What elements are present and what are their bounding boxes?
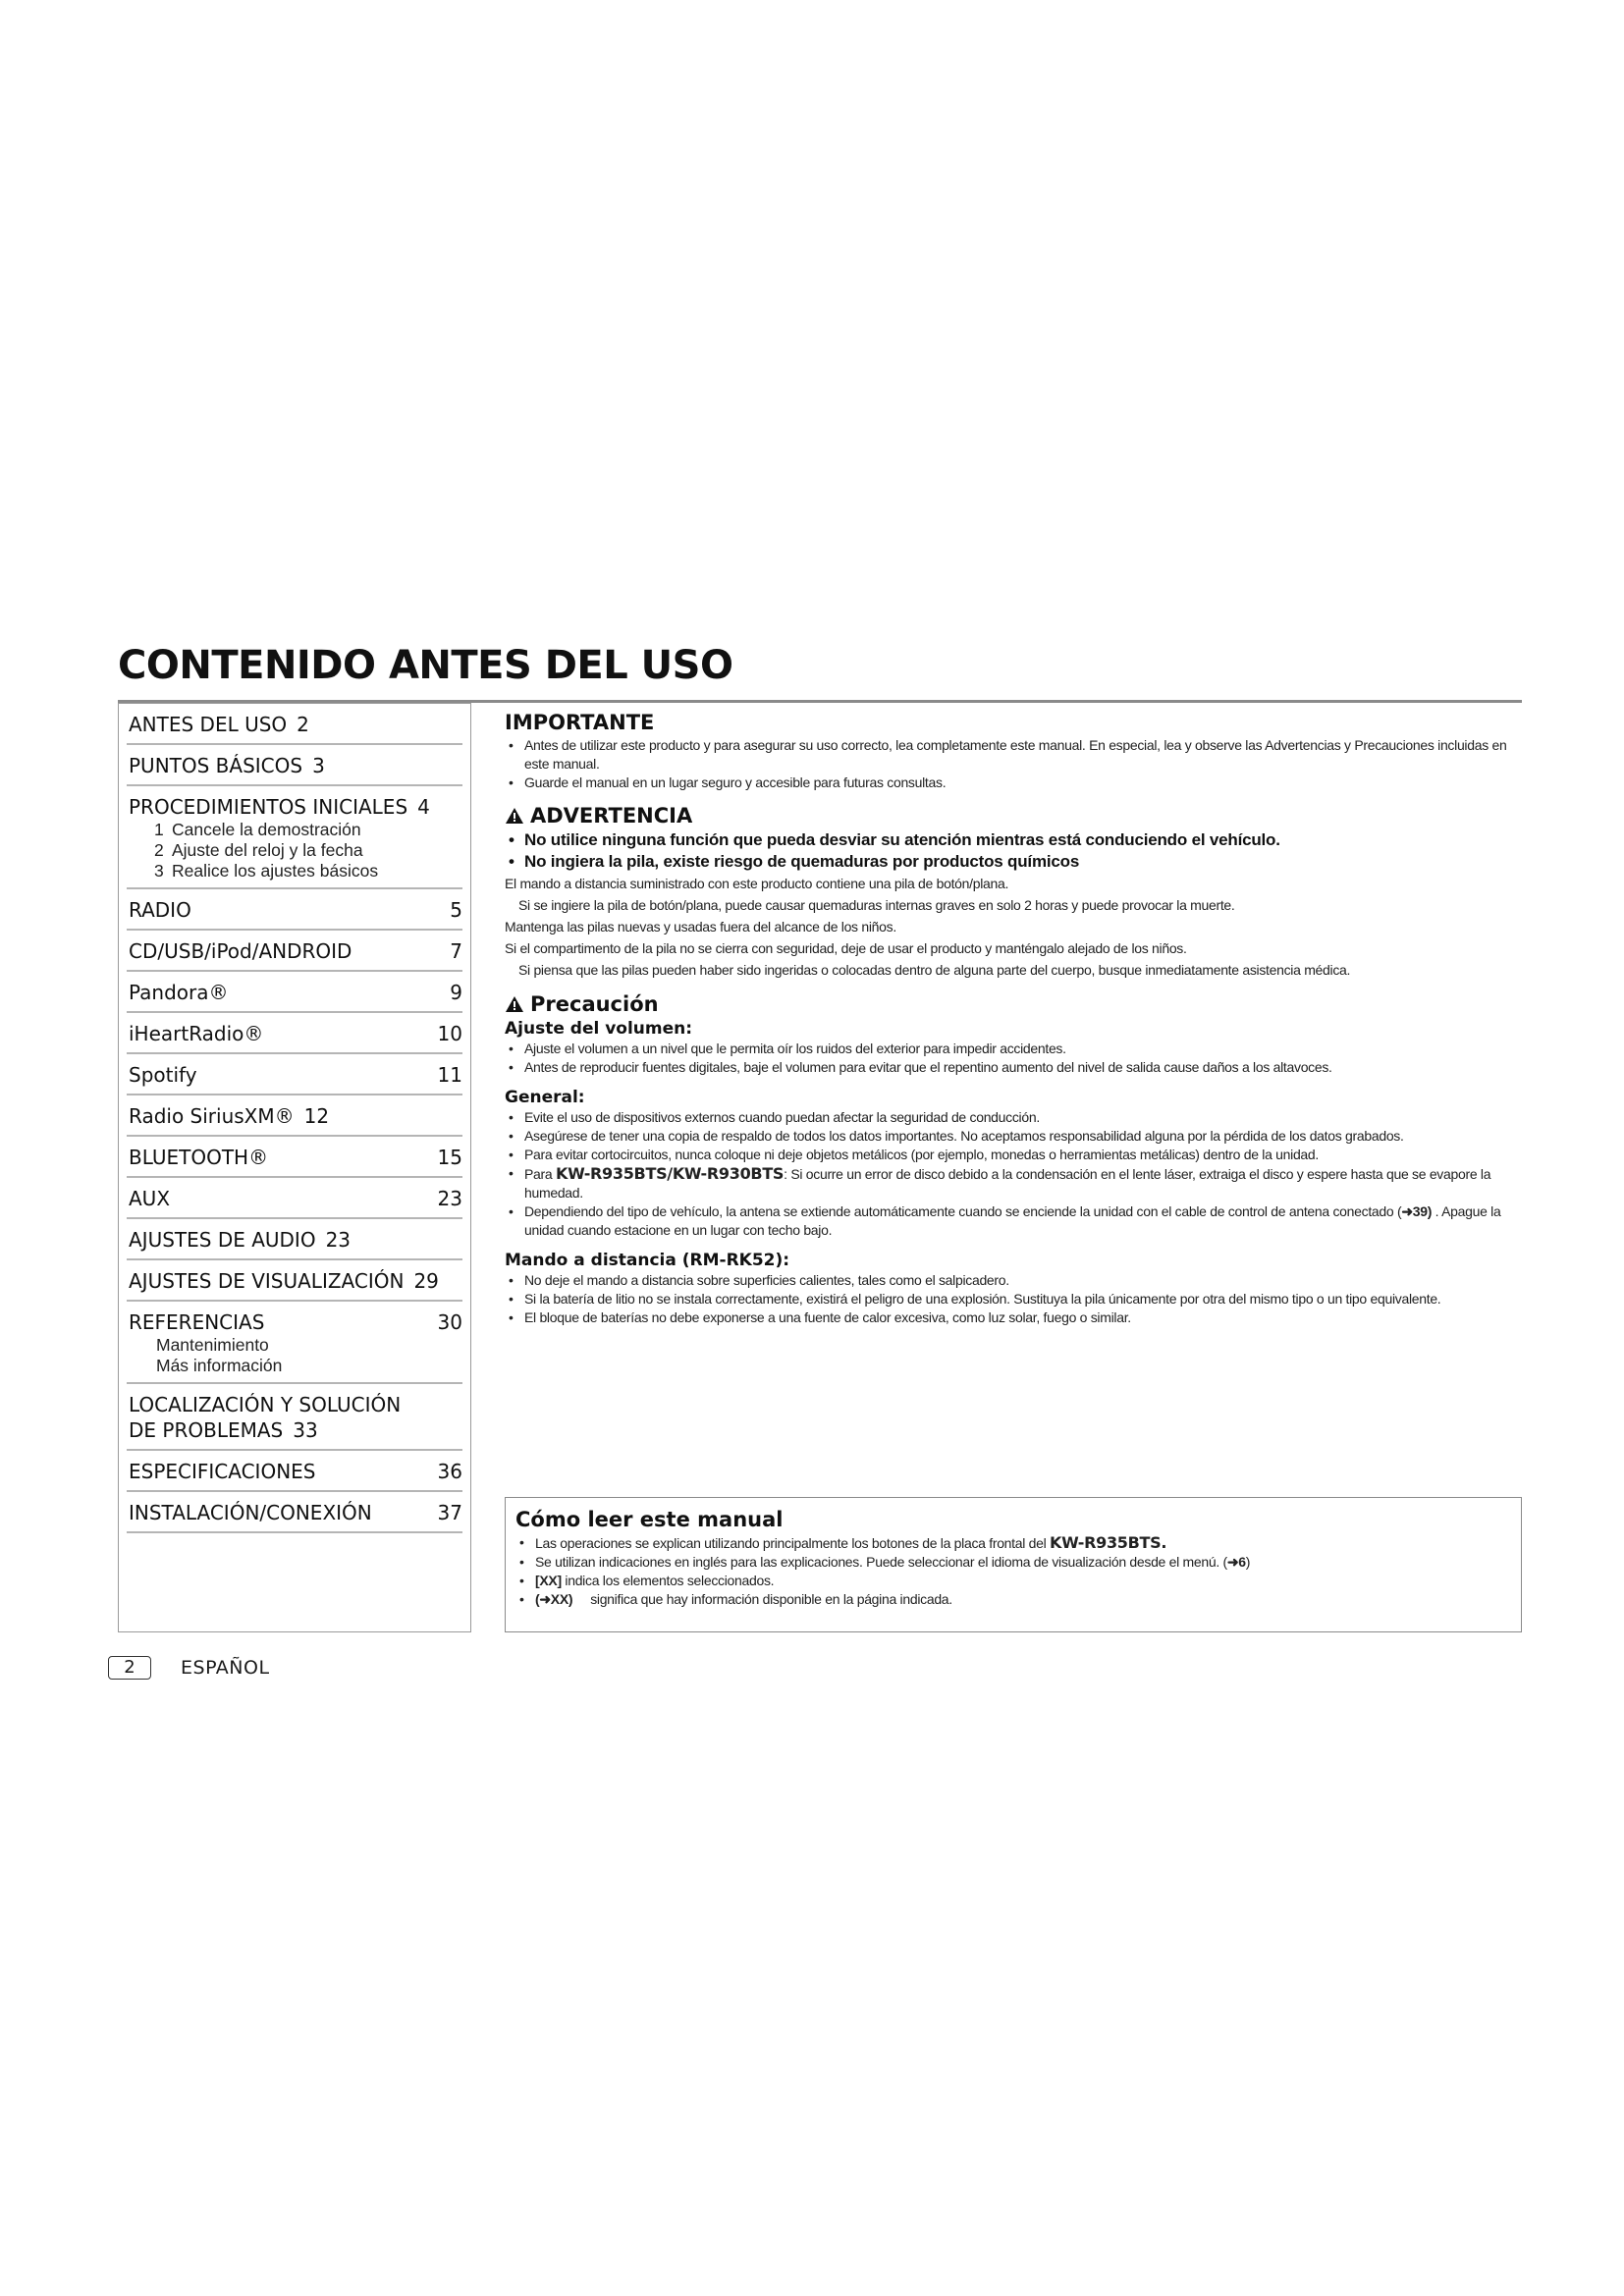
mando-list — [505, 1271, 1522, 1327]
page-title: CONTENIDO ANTES DEL USO — [118, 643, 733, 688]
toc-page-inline: 4 — [417, 795, 430, 819]
page-ref: ➜39) — [1401, 1203, 1433, 1219]
toc-entry[interactable] — [127, 1219, 462, 1260]
toc-page: 37 — [437, 1501, 462, 1524]
toc-sub-text: Realice los ajustes básicos — [172, 861, 379, 881]
toc-row — [129, 897, 462, 923]
precaucion-heading — [505, 990, 1522, 1018]
toc-page: 15 — [437, 1146, 462, 1169]
toc-entry[interactable] — [127, 1095, 462, 1137]
caution-icon — [505, 995, 524, 1013]
toc-sub-text: Cancele la demostración — [172, 820, 361, 839]
toc-subentry — [129, 1335, 462, 1356]
list-item: • Si la batería de litio no se instala correctamente, existirá el peligro de una explosión. Sustituya la pila únicamente por otra del mismo tipo o un tipo equivalente. — [505, 1290, 1522, 1308]
toc-sub-number: 2 — [154, 840, 164, 860]
toc-subentry — [129, 861, 462, 881]
toc-page: 10 — [437, 1022, 462, 1045]
toc-page-inline: 12 — [303, 1104, 330, 1128]
toc-sub-text: Ajuste del reloj y la fecha — [172, 840, 363, 860]
list-item: • No deje el mando a distancia sobre superficies calientes, tales como el salpicadero. — [505, 1271, 1522, 1290]
toc-entry[interactable] — [127, 1492, 462, 1533]
toc-entry[interactable] — [127, 889, 462, 931]
toc-sub-text: Más información — [156, 1356, 283, 1375]
list-item: • Para evitar cortocircuitos, nunca coloque ni deje objetos metálicos (por ejemplo, monedas o herramientas metálicas) dentro de la unidad. — [505, 1146, 1522, 1164]
list-item: • Ajuste el volumen a un nivel que le permita oír los ruidos del exterior para impedir accidentes. — [505, 1040, 1522, 1058]
toc-label: AUX — [129, 1187, 171, 1210]
text: : Si ocurre un error de disco debido a la condensación en el lente láser, extraiga el disco y espere hasta que se evapore la humedad. — [524, 1166, 1491, 1201]
toc-label: PUNTOS BÁSICOS — [129, 754, 303, 777]
toc-entry[interactable] — [127, 1013, 462, 1054]
toc-entry[interactable] — [127, 1302, 462, 1384]
toc-label: Spotify — [129, 1063, 197, 1087]
toc-row — [129, 753, 462, 778]
list-item: • No utilice ninguna función que pueda desviar su atención mientras está conduciendo el vehículo. — [505, 829, 1522, 851]
toc-row — [129, 1392, 462, 1443]
toc-label: ANTES DEL USO — [129, 713, 288, 736]
toc-entry[interactable] — [127, 1178, 462, 1219]
toc-entry[interactable] — [127, 1451, 462, 1492]
howto-list — [515, 1533, 1509, 1609]
toc-entry[interactable] — [127, 1054, 462, 1095]
advertencia-lines — [505, 873, 1522, 981]
advertencia-line: Si el compartimento de la pila no se cierra con seguridad, deje de usar el producto y manténgalo alejado de los niños. — [505, 940, 1187, 956]
advertencia-line: El mando a distancia suministrado con este producto contiene una pila de botón/plana. — [505, 876, 1009, 891]
advertencia-heading — [505, 802, 1522, 829]
text: significa que hay información disponible en la página indicada. — [590, 1591, 952, 1607]
toc-row — [129, 938, 462, 964]
toc-sub-text: Mantenimiento — [156, 1335, 269, 1355]
toc-entry[interactable] — [127, 1384, 462, 1451]
toc-page: 36 — [437, 1460, 462, 1483]
model-name: KW-R935BTS/KW-R930BTS — [555, 1164, 785, 1183]
toc-label: LOCALIZACIÓN Y SOLUCIÓN DE PROBLEMAS — [129, 1393, 402, 1442]
toc-row — [129, 1145, 462, 1170]
toc-page: 23 — [437, 1187, 462, 1210]
importante-list — [505, 736, 1522, 792]
toc-entry[interactable] — [127, 786, 462, 889]
toc-label: AJUSTES DE VISUALIZACIÓN — [129, 1269, 405, 1293]
toc-row — [129, 1021, 462, 1046]
toc-subentry — [129, 1356, 462, 1376]
toc-page: 5 — [450, 898, 462, 922]
toc-entry[interactable] — [127, 1137, 462, 1178]
toc-sub-number: 1 — [154, 820, 164, 839]
toc-entry[interactable] — [127, 745, 462, 786]
advertencia-line: Mantenga las pilas nuevas y usadas fuera del alcance de los niños. — [505, 919, 896, 934]
toc-page-inline: 3 — [312, 754, 325, 777]
toc-page: 30 — [437, 1310, 462, 1334]
tag: (➜XX) — [535, 1591, 573, 1607]
list-item: • Antes de reproducir fuentes digitales, baje el volumen para evitar que el repentino aumento del nivel de salida cause daños a los altavoces. — [505, 1058, 1522, 1077]
volumen-heading: Ajuste del volumen: — [505, 1019, 693, 1039]
how-to-read-box — [505, 1497, 1522, 1632]
importante-heading: IMPORTANTE — [505, 711, 655, 734]
text: Dependiendo del tipo de vehículo, la antena se extiende automáticamente cuando se enciende la unidad con el cable de control de antena conectado ( — [524, 1203, 1402, 1219]
toc-page: 7 — [450, 939, 462, 963]
toc-row — [129, 712, 462, 737]
toc-page: 11 — [437, 1063, 462, 1087]
toc-label: Radio SiriusXM® — [129, 1104, 295, 1128]
toc-page-inline: 2 — [297, 713, 309, 736]
toc-subentry — [129, 840, 462, 861]
toc-row — [129, 1062, 462, 1088]
language-label: ESPAÑOL — [181, 1657, 270, 1679]
text: Para — [524, 1166, 556, 1182]
model-name: KW-R935BTS. — [1050, 1533, 1167, 1552]
text: Se utilizan indicaciones en inglés para las explicaciones. Puede seleccionar el idioma de visualización desde el menú. ( — [535, 1554, 1227, 1570]
list-item: • No ingiera la pila, existe riesgo de quemaduras por productos químicos — [505, 851, 1522, 873]
toc-page-inline: 33 — [293, 1418, 318, 1442]
list-item — [515, 1553, 1509, 1572]
mando-heading: Mando a distancia (RM-RK52): — [505, 1251, 790, 1270]
advertencia-line: Si piensa que las pilas pueden haber sido ingeridas o colocadas dentro de alguna parte del cuerpo, busque inmediatamente asistencia médica. — [518, 962, 1351, 978]
tag: [XX] — [535, 1573, 562, 1588]
list-item: • Asegúrese de tener una copia de respaldo de todos los datos importantes. No aceptamos responsabilidad alguna por la pérdida de los datos grabados. — [505, 1127, 1522, 1146]
list-item: • Evite el uso de dispositivos externos cuando puedan afectar la seguridad de conducción. — [505, 1108, 1522, 1127]
text: ) — [1245, 1554, 1251, 1570]
toc-label: INSTALACIÓN/CONEXIÓN — [129, 1501, 372, 1524]
advertencia-line: Si se ingiere la pila de botón/plana, puede causar quemaduras internas graves en solo 2 horas y puede provocar la muerte. — [518, 897, 1235, 913]
toc-row — [129, 1227, 462, 1253]
text: indica los elementos seleccionados. — [561, 1573, 775, 1588]
page-footer — [108, 1656, 270, 1680]
toc-row — [129, 1459, 462, 1484]
toc-entry[interactable] — [127, 1260, 462, 1302]
toc-subentry — [129, 820, 462, 840]
volumen-list — [505, 1040, 1522, 1077]
text: . Apague la unidad cuando estacione en un lugar con techo bajo. — [524, 1203, 1501, 1238]
list-item: • Antes de utilizar este producto y para asegurar su uso correcto, lea completamente este manual. En especial, lea y observe las Advertencias y Precauciones incluidas en este manual. — [505, 736, 1522, 774]
list-item — [515, 1590, 1509, 1609]
toc-label: iHeartRadio® — [129, 1022, 264, 1045]
toc-label: REFERENCIAS — [129, 1310, 265, 1334]
list-item — [515, 1533, 1509, 1553]
general-list — [505, 1108, 1522, 1240]
toc-row — [129, 1268, 462, 1294]
list-item — [505, 1202, 1522, 1240]
list-item: • El bloque de baterías no debe exponerse a una fuente de calor excesiva, como luz solar, fuego o similar. — [505, 1308, 1522, 1327]
list-item: • Guarde el manual en un lugar seguro y accesible para futuras consultas. — [505, 774, 1522, 792]
text: Las operaciones se explican utilizando principalmente los botones de la placa frontal del — [535, 1535, 1051, 1551]
toc-label: BLUETOOTH® — [129, 1146, 269, 1169]
toc-row — [129, 794, 462, 820]
toc-row — [129, 1103, 462, 1129]
toc-sub-number: 3 — [154, 861, 164, 881]
toc-row — [129, 1500, 462, 1525]
howto-heading: Cómo leer este manual — [515, 1508, 784, 1531]
precaucion-label: Precaución — [530, 992, 659, 1016]
toc-row — [129, 1309, 462, 1335]
advertencia-label: ADVERTENCIA — [530, 804, 693, 828]
toc-label: AJUSTES DE AUDIO — [129, 1228, 316, 1252]
toc-page: 9 — [450, 981, 462, 1004]
toc-label: ESPECIFICACIONES — [129, 1460, 316, 1483]
toc-page-inline: 23 — [325, 1228, 352, 1252]
advertencia-bold-list — [505, 829, 1522, 873]
table-of-contents — [118, 703, 471, 1632]
toc-label: CD/USB/iPod/ANDROID — [129, 939, 352, 963]
page-ref: ➜6 — [1226, 1554, 1246, 1570]
toc-page-inline: 29 — [413, 1269, 439, 1293]
toc-row — [129, 980, 462, 1005]
toc-label: Pandora® — [129, 981, 229, 1004]
list-item — [515, 1572, 1509, 1590]
toc-entry[interactable] — [127, 972, 462, 1013]
toc-entry[interactable] — [127, 704, 462, 745]
toc-label: RADIO — [129, 898, 191, 922]
page-number: 2 — [108, 1656, 151, 1680]
list-item — [505, 1164, 1522, 1202]
toc-row — [129, 1186, 462, 1211]
warning-icon — [505, 807, 524, 825]
general-heading: General: — [505, 1088, 585, 1107]
toc-label: PROCEDIMIENTOS INICIALES — [129, 795, 408, 819]
main-content — [505, 709, 1522, 1327]
toc-entry[interactable] — [127, 931, 462, 972]
